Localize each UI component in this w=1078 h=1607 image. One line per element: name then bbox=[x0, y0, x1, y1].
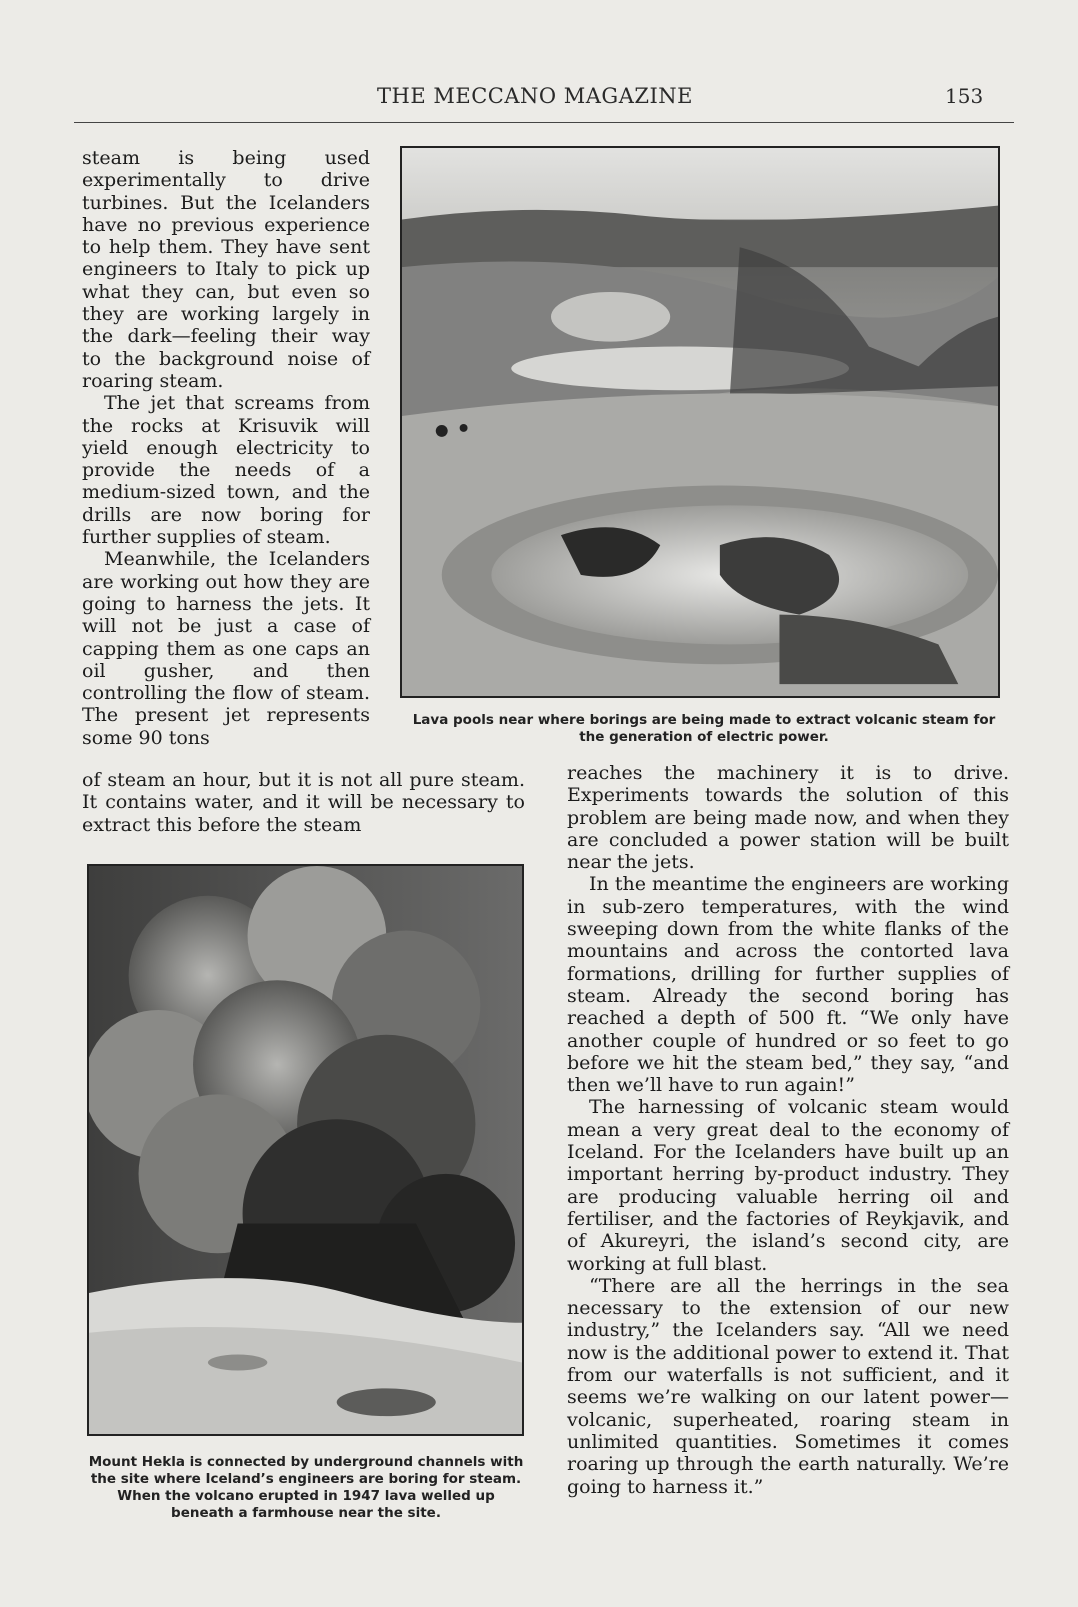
page-number: 153 bbox=[945, 84, 984, 108]
hekla-eruption-photo bbox=[87, 864, 524, 1436]
article-paragraph: Meanwhile, the Icelanders are working out how they are going to harness the jets. It will not be just a case of capping them as one caps an oil gusher, and then controlling the flow of steam. The present jet represents some 90 tons bbox=[82, 548, 370, 749]
lava-pools-photo bbox=[400, 146, 1000, 698]
article-paragraph: In the meantime the engineers are working in sub-zero temperatures, with the wind sweeping down from the white flanks of the mountains and across the contorted lava formations, drilling for further supplies of steam. Already the second boring has reached a depth of 500 ft. “We only have another couple of hundred or so feet to go before we hit the steam bed,” they say, “and then we’ll have to run again!” bbox=[567, 873, 1009, 1097]
hekla-photo-caption: Mount Hekla is connected by underground channels with the site where Iceland’s engineers are boring for steam. When the volcano erupted in 1947 lava welled up beneath a farmhouse near the site. bbox=[88, 1454, 524, 1521]
running-header: THE MECCANO MAGAZINE bbox=[377, 84, 693, 108]
article-column-left-top bbox=[82, 147, 370, 749]
article-column-left-mid bbox=[82, 769, 525, 836]
article-paragraph: steam is being used experimentally to drive turbines. But the Icelanders have no previous experience to help them. They have sent engineers to Italy to pick up what they can, but even so they are working largely in the dark—feeling their way to the background noise of roaring steam. bbox=[82, 147, 370, 392]
article-paragraph: The jet that screams from the rocks at Krisuvik will yield enough electricity to provide the needs of a medium-sized town, and the drills are now boring for further supplies of steam. bbox=[82, 392, 370, 549]
article-paragraph: of steam an hour, but it is not all pure steam. It contains water, and it will be necessary to extract this before the steam bbox=[82, 769, 525, 836]
article-paragraph: “There are all the herrings in the sea necessary to the extension of our new industry,” the Icelanders say. “All we need now is the additional power to extend it. That from our waterfalls is not sufficient, and it seems we’re walking on our latent power—volcanic, superheated, roaring steam in unlimited quantities. Sometimes it comes roaring up through the earth naturally. We’re going to harness it.” bbox=[567, 1274, 1009, 1498]
article-column-right bbox=[567, 762, 1009, 1498]
article-paragraph: The harnessing of volcanic steam would mean a very great deal to the economy of Iceland. For the Icelanders have built up an important herring by-product industry. They are producing valuable herring oil and fertiliser, and the factories of Reykjavik, and of Akureyri, the island’s second city, are working at full blast. bbox=[567, 1096, 1009, 1275]
lava-photo-caption: Lava pools near where borings are being made to extract volcanic steam for the generation of electric power. bbox=[412, 712, 996, 745]
article-paragraph: reaches the machinery it is to drive. Experiments towards the solution of this problem are being made now, and when they are concluded a power station will be built near the jets. bbox=[567, 762, 1009, 874]
header-rule bbox=[74, 122, 1014, 123]
